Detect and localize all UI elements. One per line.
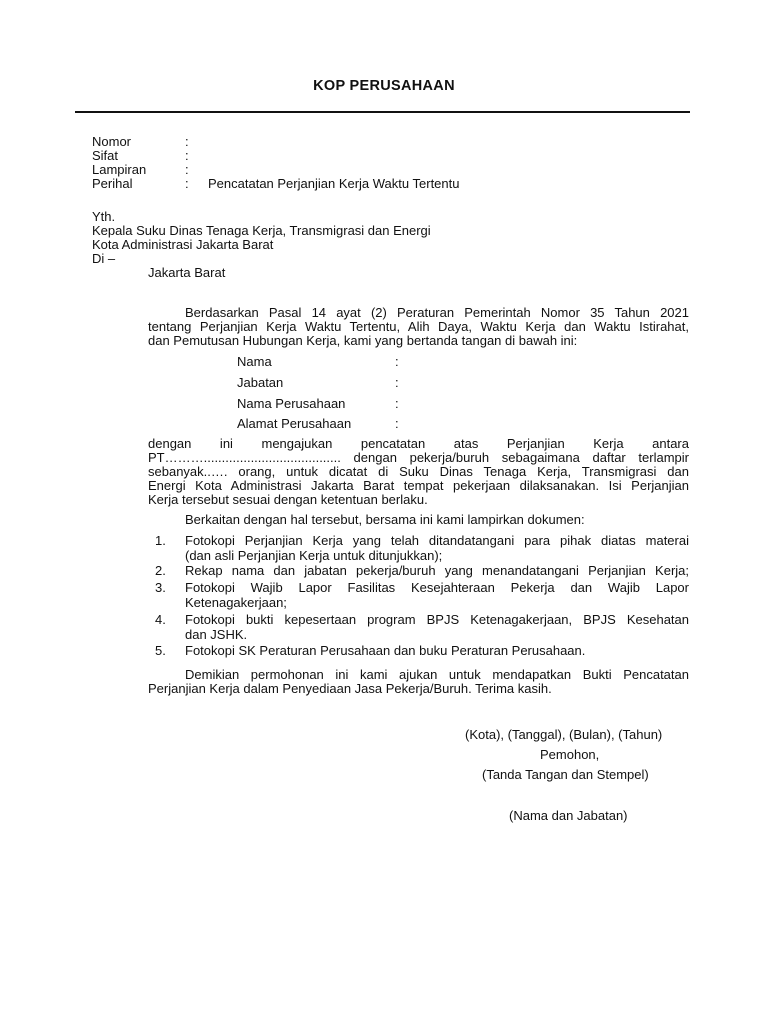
intro-line3: dan Pemutusan Hubungan Kerja, kami yang bertanda tangan di bawah ini: [148,333,578,348]
closing-line1: Demikian permohonan ini kami ajukan untuk mendapatkan Bukti Pencatatan [185,667,689,682]
intro-line2: tentang Perjanjian Kerja Waktu Tertentu, Alih Daya, Waktu Kerja dan Waktu Istirahat, [148,319,689,334]
request-line5: Kerja tersebut sesuai dengan ketentuan berlaku. [148,492,428,507]
list-item-line: (dan asli Perjanjian Kerja untuk ditunjukkan); [185,548,443,563]
list-item-line: dan JSHK. [185,627,248,642]
list-item-number: 5. [155,643,166,658]
list-item-line: Ketenagakerjaan; [185,595,287,610]
sifat-label: Sifat [92,148,119,163]
intro-line1: Berdasarkan Pasal 14 ayat (2) Peraturan Pemerintah Nomor 35 Tahun 2021 [185,305,689,320]
list-item-text [185,612,689,642]
list-item-line: Fotokopi SK Peraturan Perusahaan dan buku Peraturan Perusahaan. [185,643,586,658]
list-item-number: 4. [155,612,166,627]
list-item-line: Rekap nama dan jabatan pekerja/buruh yang menandatangani Perjanjian Kerja; [185,563,689,578]
identity-alamat-colon: : [395,416,399,431]
signature-role: Pemohon, [540,747,600,762]
nomor-label: Nomor [92,134,132,149]
list-item-text [185,563,689,578]
letterhead-divider [75,111,690,113]
list-item-text [185,643,689,658]
recipient-di: Di – [92,251,116,266]
identity-jabatan-label: Jabatan [237,375,284,390]
list-item-number: 1. [155,533,166,548]
recipient-line2: Kota Administrasi Jakarta Barat [92,237,274,252]
request-line1: dengan ini mengajukan pencatatan atas Perjanjian Kerja antara [148,436,689,451]
identity-jabatan-colon: : [395,375,399,390]
lampiran-label: Lampiran [92,162,147,177]
identity-alamat-label: Alamat Perusahaan [237,416,352,431]
perihal-colon: : [185,176,189,191]
letterhead-title: KOP PERUSAHAAN [313,78,455,94]
closing-line2: Perjanjian Kerja dalam Penyediaan Jasa Pekerja/Buruh. Terima kasih. [148,681,552,696]
nomor-colon: : [185,134,189,149]
attachments-intro: Berkaitan dengan hal tersebut, bersama ini kami lampirkan dokumen: [185,512,585,527]
request-line3: sebanyak..…. orang, untuk dicatat di Suku Dinas Tenaga Kerja, Transmigrasi dan [148,464,689,479]
list-item-line: Fotokopi Perjanjian Kerja yang telah ditandatangani para pihak diatas materai [185,533,689,548]
recipient-line1: Kepala Suku Dinas Tenaga Kerja, Transmigrasi dan Energi [92,223,431,238]
identity-nama-colon: : [395,354,399,369]
perihal-value: Pencatatan Perjanjian Kerja Waktu Tertentu [208,176,460,191]
lampiran-colon: : [185,162,189,177]
perihal-label: Perihal [92,176,133,191]
list-item-line: Fotokopi bukti kepesertaan program BPJS Ketenagakerjaan, BPJS Kesehatan [185,612,689,627]
signature-name-placeholder: (Nama dan Jabatan) [509,808,628,823]
recipient-city: Jakarta Barat [148,265,226,280]
list-item-text [185,580,689,610]
identity-nama-label: Nama [237,354,272,369]
signature-stamp-placeholder: (Tanda Tangan dan Stempel) [482,767,649,782]
sifat-colon: : [185,148,189,163]
request-line2: PT………...................................... dengan pekerja/buruh sebagaimana daftar terlampir [148,450,689,465]
list-item-number: 3. [155,580,166,595]
list-item-number: 2. [155,563,166,578]
identity-perusahaan-label: Nama Perusahaan [237,396,346,411]
request-line4: Energi Kota Administrasi Jakarta Barat tempat pekerjaan dilaksanakan. Isi Perjanjian [148,478,689,493]
list-item-text [185,533,689,563]
recipient-yth: Yth. [92,209,116,224]
list-item-line: Fotokopi Wajib Lapor Fasilitas Kesejahteraan Pekerja dan Wajib Lapor [185,580,689,595]
identity-perusahaan-colon: : [395,396,399,411]
signature-place-date: (Kota), (Tanggal), (Bulan), (Tahun) [465,727,663,742]
